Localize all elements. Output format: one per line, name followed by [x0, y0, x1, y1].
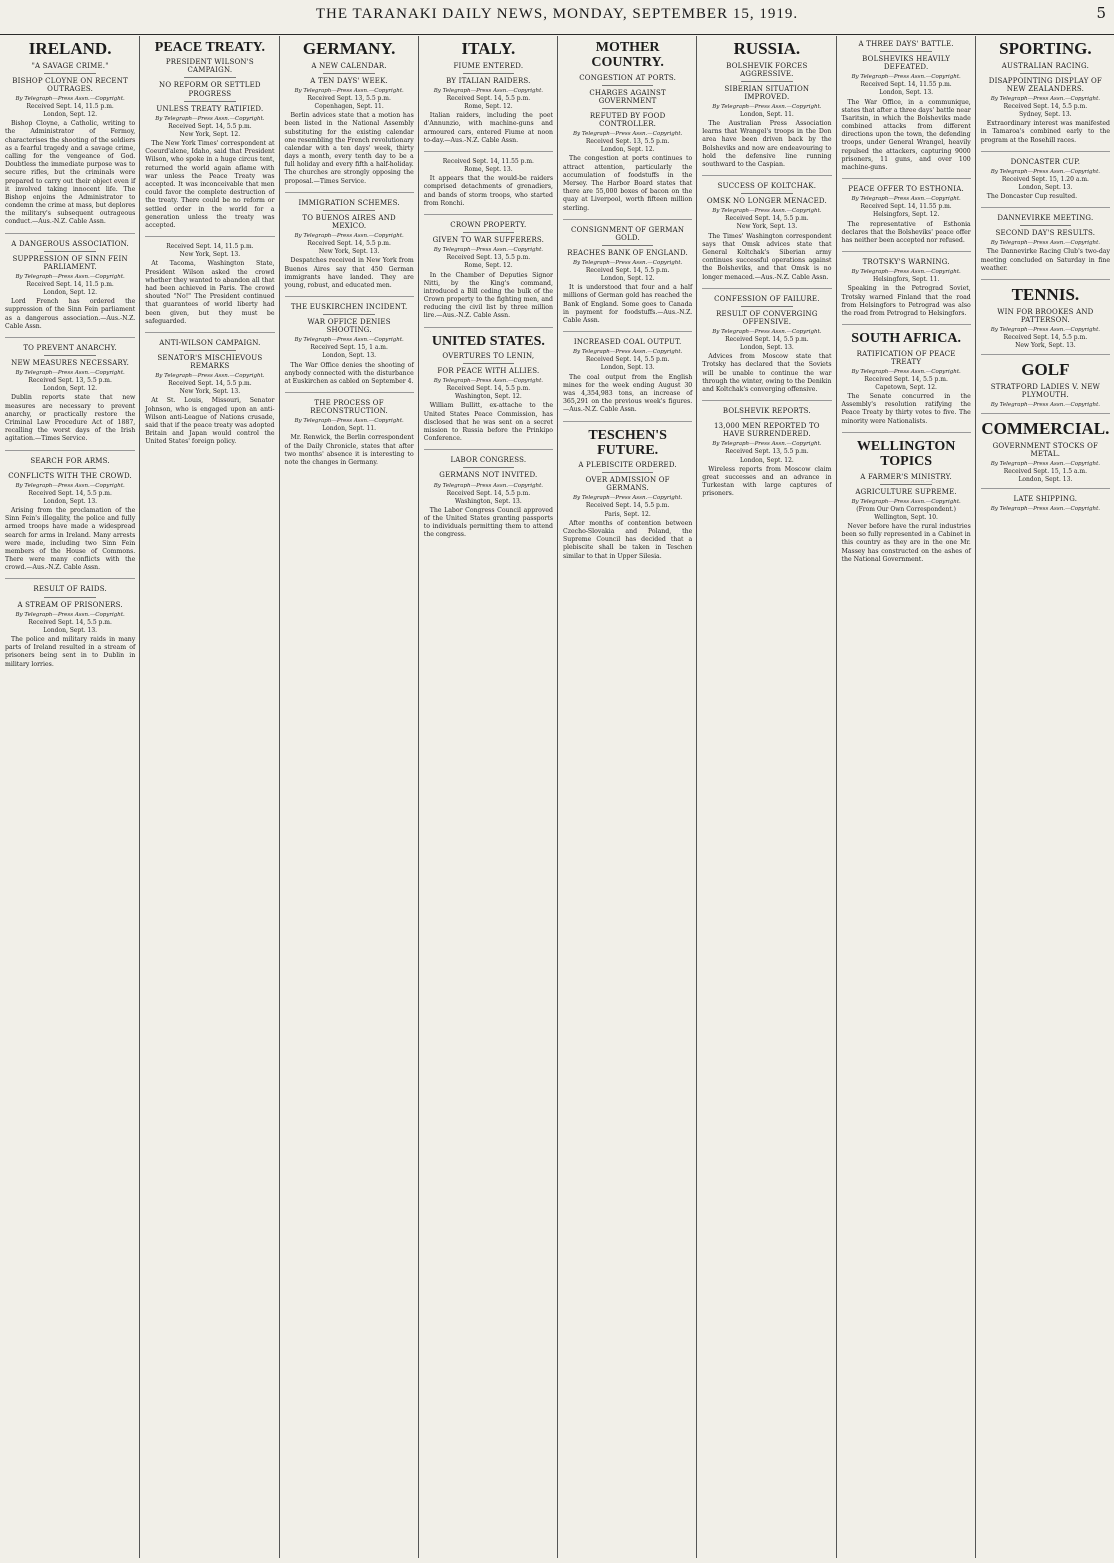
wire-source: By Telegraph—Press Assn.—Copyright.: [851, 269, 961, 276]
received-line: Received Sept. 14, 5.5 p.m.: [446, 94, 531, 102]
article-subhead: PEACE OFFER TO ESTHONIA.: [848, 185, 964, 194]
article-subhead: TROTSKY'S WARNING.: [862, 258, 950, 267]
received-line: Received Sept. 14, 11.5 p.m.: [26, 280, 114, 288]
article-body: The Australian Press Association learns that Wrangel's troops in the Don area have been driven back by the Bolsheviks and now are endeavouring to hold the defensive line running southward to the Caspian.: [702, 120, 832, 168]
article-subhead: A THREE DAYS' BATTLE.: [858, 40, 954, 48]
wire-source: By Telegraph—Press Assn.—Copyright.: [294, 87, 404, 94]
article-subhead: A PLEBISCITE ORDERED.: [578, 461, 677, 470]
article: [981, 286, 1110, 355]
article-subhead: BOLSHEVIK FORCES AGGRESSIVE.: [726, 61, 808, 78]
wire-source: By Telegraph—Press Assn.—Copyright.: [294, 337, 404, 344]
column-2: [139, 36, 278, 1558]
article-headline: MOTHER COUNTRY.: [591, 40, 664, 71]
received-line: Received Sept. 13, 5.5 p.m.: [725, 448, 809, 456]
received-line: Received Sept. 15, 1.20 a.m.: [1001, 175, 1089, 183]
article-subhead: A NEW CALENDAR.: [311, 61, 387, 70]
wire-source: By Telegraph—Press Assn.—Copyright.: [990, 506, 1101, 513]
article: [145, 339, 274, 453]
article-subhead: IMMIGRATION SCHEMES.: [298, 198, 400, 207]
article: [5, 40, 135, 234]
article-body: The coal output from the English mines for the week ending August 30 was 4,354,983 tons, an increase of 365,291 on the previous week's figures.—Aus.-N.Z. Cable Assn.: [563, 373, 693, 414]
article-subhead: AGRICULTURE SUPREME.: [855, 487, 957, 496]
article-subhead: NO REFORM OR SETTLED PROGRESS: [159, 81, 261, 98]
subhead-divider: [880, 484, 932, 485]
article-body: Bishop Cloyne, a Catholic, writing to the Administrator of Fermoy, characterises the shooting of the soldiers as a fearful tragedy and a savage crime, calling for the vengeance of God. Doubtless the immediate purpose was to secure rifles, but the criminals were prepared to carry out their object even if it involved taking innocent life. The Bishop enjoins the Administrator to condemn the crime at mass, but deplores the military's subsequent outrageous conduct.—Aus.-N.Z. Cable Assn.: [5, 120, 136, 226]
article-subhead: PRESIDENT WILSON'S CAMPAIGN.: [165, 58, 254, 75]
place-date: New York, Sept. 13.: [179, 388, 241, 396]
wire-source: By Telegraph—Press Assn.—Copyright.: [851, 368, 961, 375]
article-subhead: "A SAVAGE CRIME.": [31, 61, 109, 70]
article-subhead: SIBERIAN SITUATION IMPROVED.: [724, 84, 810, 101]
article-body: Extraordinary interest was manifested in Tamaroa's combined early to the program at the Rosehill races.: [980, 120, 1110, 144]
article: [842, 258, 971, 325]
article: [702, 407, 831, 504]
place-date: London, Sept. 12.: [43, 385, 98, 393]
wire-source: By Telegraph—Press Assn.—Copyright.: [712, 208, 822, 215]
article-subhead: CONSIGNMENT OF GERMAN GOLD.: [571, 225, 685, 242]
article-body: The police and military raids in many parts of Ireland resulted in a stream of prisoners being sent in to Dublin in military lorries.: [5, 635, 136, 668]
received-line: Received Sept. 14, 5.5 p.m.: [1003, 333, 1088, 341]
article-subhead: OVER ADMISSION OF GERMANS.: [585, 476, 670, 493]
place-date: New York, Sept. 13.: [736, 223, 798, 231]
article-body: Italian raiders, including the poet d'Annunzio, with machine-guns and armoured cars, entered Fiume at noon to-day.—Aus.-N.Z. Cable Assn.: [423, 112, 553, 144]
column-1: [0, 36, 139, 1558]
article-subhead: REACHES BANK OF ENGLAND.: [567, 248, 688, 257]
wire-source: By Telegraph—Press Assn.—Copyright.: [712, 103, 822, 110]
article-headline: SOUTH AFRICA.: [851, 331, 961, 347]
article-subhead: AUSTRALIAN RACING.: [1001, 61, 1090, 70]
place-date: London, Sept. 11.: [739, 110, 794, 118]
column-7: [836, 36, 975, 1558]
article: [563, 338, 692, 421]
article-subhead: A FARMER'S MINISTRY.: [860, 472, 952, 481]
article-body: Berlin advices state that a motion has been listed in the National Assembly substituting for the existing calendar one resembling the French revolutionary calendar with a ten days' week, thirty days a month, every tenth day to be a full holiday and every fifth a half-holiday. The churches are strongly opposing the proposal.—Times Service.: [284, 112, 414, 185]
article-body: Never before have the rural industries been so fully represented in a Cabinet in this country as they are in the one Mr. Massey has constructed on the ashes of the National Government.: [841, 523, 971, 563]
article: [702, 295, 831, 401]
place-date: London, Sept. 12.: [739, 456, 794, 464]
article-headline: TENNIS.: [1011, 285, 1080, 305]
article-body: The representative of Esthonia declares that the Bolsheviks' peace offer has neither been accepted nor refused.: [841, 220, 971, 244]
article: [702, 182, 831, 289]
place-date: Sydney, Sept. 13.: [1019, 111, 1072, 119]
place-date: Rome, Sept. 12.: [464, 262, 513, 270]
article-body: Wireless reports from Moscow claim great successes and an advance in Turkestan with large captures of prisoners.: [702, 465, 832, 498]
article-headline: WELLINGTON TOPICS: [856, 438, 956, 470]
article-body: At Tacoma, Washington State, President Wilson asked the crowd whether they wanted to abandon all that had been achieved in Paris. The crowd shouted "No!" The President continued that guarantees of world liberty had been given, but they must be safeguarded.: [145, 260, 275, 325]
article: [563, 226, 692, 332]
subhead-divider: [323, 314, 375, 315]
article: [702, 40, 831, 176]
column-8: [975, 36, 1114, 1558]
place-date: London, Sept. 12.: [600, 146, 655, 154]
article-subhead: OMSK NO LONGER MENACED.: [706, 197, 827, 206]
article-body: At St. Louis, Missouri, Senator Johnson, who is engaged upon an anti-Wilson anti-League of Nations crusade, said that if the peace treaty was adopted Britain and Japan would control the United States' foreign policy.: [145, 397, 275, 446]
wire-source: By Telegraph—Press Assn.—Copyright.: [155, 115, 265, 122]
article-subhead: NEW MEASURES NECESSARY.: [11, 358, 130, 367]
article: [424, 221, 553, 328]
article: [5, 585, 135, 674]
subhead-divider: [741, 193, 793, 194]
subhead-divider: [184, 77, 236, 78]
place-date: Copenhagen, Sept. 11.: [314, 102, 384, 110]
wire-source: By Telegraph—Press Assn.—Copyright.: [155, 373, 265, 380]
received-line: Received Sept. 14, 5.5 p.m.: [307, 239, 391, 247]
received-line: Received Sept. 14, 11.5 p.m.: [166, 243, 254, 251]
subhead-divider: [1020, 225, 1072, 226]
received-line: Received Sept. 14, 5.5 p.m.: [585, 266, 670, 274]
received-line: Received Sept. 14, 5.5 p.m.: [168, 380, 252, 388]
wire-source: By Telegraph—Press Assn.—Copyright.: [433, 482, 544, 489]
article-subhead: DONCASTER CUP.: [1010, 157, 1081, 166]
article-subhead: CONFESSION OF FAILURE.: [714, 294, 820, 303]
subhead-divider: [602, 472, 654, 473]
wire-source: By Telegraph—Press Assn.—Copyright.: [712, 328, 822, 335]
article-headline: UNITED STATES.: [431, 333, 545, 349]
place-date: New York, Sept. 13.: [318, 248, 380, 256]
received-line: Received Sept. 15, 1 a.m.: [310, 344, 388, 352]
article-headline: RUSSIA.: [733, 39, 801, 58]
article-subhead: ANTI-WILSON CAMPAIGN.: [159, 338, 261, 347]
place-date: Washington, Sept. 12.: [454, 393, 522, 401]
article: [285, 199, 414, 297]
article: [563, 428, 692, 567]
wire-source: By Telegraph—Press Assn.—Copyright.: [294, 418, 404, 425]
received-line: Received Sept. 13, 5.5 p.m.: [585, 138, 670, 146]
received-line: Received Sept. 14, 5.5 p.m.: [28, 489, 112, 497]
article-body: Arising from the proclamation of the Sinn Fein's illegality, the police and fully armed troops have made a widespread search for arms in Ireland. Many arrests were made, including two Sinn Fein members of the House of Commons. There were many conflicts with the crowd.—Aus.-N.Z. Cable Assn.: [5, 506, 136, 572]
article: [145, 243, 274, 333]
place-date: Capetown, Sept. 12.: [875, 383, 937, 391]
article-subhead: DISAPPOINTING DISPLAY OF NEW ZEALANDERS.: [988, 76, 1102, 93]
article-subhead: INCREASED COAL OUTPUT.: [573, 338, 682, 347]
subhead-divider: [184, 101, 236, 102]
article-body: Mr. Renwick, the Berlin correspondent of the Daily Chronicle, states that after two months' absence it is interesting to note the changes in Germany.: [284, 434, 414, 467]
wire-source: By Telegraph—Press Assn.—Copyright.: [294, 232, 404, 239]
subhead-divider: [602, 245, 654, 246]
article-subhead: BOLSHEVIK REPORTS.: [722, 407, 811, 416]
article-body: William Bullitt, ex-attache to the United States Peace Commission, has disclosed that he was sent on a secret mission to Russia before the Prinkipo Conference.: [423, 402, 553, 443]
subhead-divider: [602, 85, 654, 86]
place-date: Paris, Sept. 12.: [604, 510, 651, 518]
wire-source: By Telegraph—Press Assn.—Copyright.: [15, 273, 125, 280]
article: [424, 334, 553, 451]
article-body: Advices from Moscow state that Trotsky has declared that the Soviets will be unable to continue the war through the winter, owing to the Denikin and Koltchak's converging offensive.: [702, 353, 832, 394]
article-subhead: REFUTED BY FOOD CONTROLLER.: [589, 111, 666, 128]
article-headline: IRELAND.: [28, 39, 112, 58]
article-body: Lord French has ordered the suppression of the Sinn Fein parliament as a dangerous association.—Aus.-N.Z. Cable Assn.: [5, 298, 136, 330]
received-line: Received Sept. 14, 5.5 p.m.: [585, 356, 670, 364]
received-line: Received Sept. 13, 5.5 p.m.: [446, 254, 531, 262]
wire-source: By Telegraph—Press Assn.—Copyright.: [15, 370, 125, 376]
subhead-divider: [463, 363, 515, 364]
article-subhead: THE EUSKIRCHEN INCIDENT.: [290, 303, 408, 312]
wire-source: By Telegraph—Press Assn.—Copyright.: [15, 95, 125, 102]
place-date: Helsingfors, Sept. 12.: [872, 211, 940, 219]
article: [5, 344, 135, 451]
wire-source: By Telegraph—Press Assn.—Copyright.: [15, 482, 125, 489]
received-line: Received Sept. 14, 11.55 p.m.: [860, 81, 952, 89]
wire-source: By Telegraph—Press Assn.—Copyright.: [990, 460, 1101, 467]
subhead-divider: [463, 467, 515, 468]
article: [842, 439, 971, 570]
column-4: [418, 36, 557, 1558]
article-subhead: UNLESS TREATY RATIFIED.: [156, 104, 264, 113]
article-subhead: SECOND DAY'S RESULTS.: [995, 229, 1096, 238]
place-date: London, Sept. 12.: [43, 111, 98, 119]
article-subhead: A DANGEROUS ASSOCIATION.: [11, 239, 129, 248]
newspaper-title: THE TARANAKI DAILY NEWS, MONDAY, SEPTEMBER 15, 1919.: [315, 6, 799, 22]
article: [842, 40, 971, 179]
wire-source: By Telegraph—Press Assn.—Copyright.: [572, 495, 683, 502]
article-subhead: RESULT OF RAIDS.: [33, 585, 107, 594]
received-line: Received Sept. 14, 5.5 p.m.: [28, 618, 112, 626]
subhead-divider: [741, 81, 793, 82]
received-line: Received Sept. 14, 5.5 p.m.: [168, 122, 252, 130]
received-line: Received Sept. 14, 5.5 p.m.: [446, 385, 531, 393]
wire-source: By Telegraph—Press Assn.—Copyright.: [990, 95, 1101, 102]
article-subhead: WAR OFFICE DENIES SHOOTING.: [307, 318, 391, 335]
article: [5, 457, 135, 580]
article-subhead: RATIFICATION OF PEACE TREATY: [856, 349, 956, 366]
article-subhead: TO PREVENT ANARCHY.: [23, 343, 117, 352]
place-date: Helsingfors, Sept. 11.: [872, 276, 940, 284]
received-line: Received Sept. 14, 5.5 p.m.: [725, 215, 809, 223]
received-line: Received Sept. 14, 5.5 p.m.: [585, 502, 670, 510]
article-body: It appears that the would-be raiders comprised detachments of grenadiers, and bands of storm troops, who started from Ronchi.: [423, 175, 553, 207]
article-subhead: CHARGES AGAINST GOVERNMENT: [589, 88, 666, 105]
article-subhead: CONGESTION AT PORTS.: [579, 73, 677, 82]
wire-source: By Telegraph—Press Assn.—Copyright.: [990, 168, 1101, 175]
place-date: London, Sept. 13.: [879, 89, 934, 97]
article-subhead: CROWN PROPERTY.: [450, 221, 527, 230]
article-headline: ITALY.: [461, 39, 516, 58]
subhead-divider: [741, 306, 793, 307]
article: [285, 303, 414, 393]
subhead-divider: [602, 108, 654, 109]
article-subhead: BY ITALIAN RAIDERS.: [446, 76, 531, 85]
article-body: It is understood that four and a half millions of German gold has reached the Bank of England. Some goes to Canada in payment for foodstuffs.—Aus.-N.Z. Cable Assn.: [563, 284, 693, 324]
article: [285, 399, 414, 473]
received-line: Received Sept. 14, 5.5 p.m.: [864, 375, 948, 383]
column-3: [279, 36, 418, 1558]
wire-source: By Telegraph—Press Assn.—Copyright.: [433, 247, 544, 254]
received-line: Received Sept. 13, 5.5 p.m.: [28, 377, 112, 384]
subhead-divider: [463, 73, 515, 74]
place-date: London, Sept. 13.: [600, 364, 655, 372]
article: [145, 40, 274, 237]
article-headline: GERMANY.: [302, 39, 396, 58]
place-date: London, Sept. 13.: [1018, 184, 1073, 191]
article-subhead: GOVERNMENT STOCKS OF METAL.: [992, 441, 1099, 458]
wire-source: By Telegraph—Press Assn.—Copyright.: [851, 196, 961, 203]
article-headline: SPORTING.: [999, 39, 1092, 58]
column-5: [557, 36, 696, 1558]
wire-source: By Telegraph—Press Assn.—Copyright.: [15, 611, 125, 618]
article-subhead: BISHOP CLOYNE ON RECENT OUTRAGES.: [12, 76, 128, 93]
article-body: The Dannevirke Racing Club's two-day meeting concluded on Saturday in fine weather.: [980, 248, 1110, 272]
place-date: London, Sept. 12.: [43, 288, 98, 296]
article-subhead: SUCCESS OF KOLTCHAK.: [717, 182, 817, 191]
article: [563, 40, 692, 220]
subhead-divider: [463, 232, 515, 233]
article-headline: TESCHEN'S FUTURE.: [588, 427, 667, 458]
place-date: London, Sept. 13.: [1018, 475, 1073, 483]
place-date: London, Sept. 13.: [43, 626, 98, 634]
wire-source: By Telegraph—Press Assn.—Copyright.: [572, 131, 683, 138]
wire-source: By Telegraph—Press Assn.—Copyright.: [851, 74, 961, 81]
wire-source: By Telegraph—Press Assn.—Copyright.: [990, 326, 1101, 333]
place-date: Washington, Sept. 13.: [454, 497, 522, 505]
article: [981, 214, 1110, 280]
place-date: London, Sept. 11.: [322, 425, 377, 433]
received-line: Received Sept. 14, 11.55 p.m.: [860, 203, 952, 211]
column-6: [696, 36, 835, 1558]
subhead-divider: [184, 350, 236, 351]
place-date: Rome, Sept. 13.: [464, 166, 513, 174]
article: [424, 40, 553, 152]
article-subhead: SENATOR'S MISCHIEVOUS REMARKS: [157, 353, 263, 371]
article-body: The New York Times' correspondent at Coeurd'alene, Idaho, said that President Wilson, who spoke in a huge circus tent, returned the world again aflame with war unless the Peace Treaty was accepted. It was inconceivable that men could favor the complete destruction of the treaty. There could be no reform or settled order in the world for a generation unless the treaty was accepted.: [145, 140, 275, 229]
article-body: The War Office, in a communique, states that after a three days' battle near Tsaritsin, in which the Bolsheviks made combined attacks from different directions upon the town, the defending troops, under General Wrangel, heavily repulsed the attackers, capturing 9000 prisoners, 11 guns, and over 100 machine-guns.: [841, 98, 971, 172]
received-line: Received Sept. 13, 5.5 p.m.: [307, 94, 391, 102]
article-subhead: LABOR CONGRESS.: [450, 456, 527, 465]
article-body: The Senate concurred in the Assembly's resolution ratifying the Peace Treaty by thirty votes to five. The minority were Nationalists.: [841, 393, 971, 425]
article-subhead: WIN FOR BROOKES AND PATTERSON.: [997, 307, 1094, 324]
subhead-divider: [44, 597, 96, 598]
article-body: Speaking in the Petrograd Soviet, Trotsky warned Finland that the road from Helsingfors to Petrograd was also the road from Petrograd to Helsingfors.: [841, 285, 971, 317]
article-headline: COMMERCIAL.: [981, 418, 1110, 438]
page-number: 5: [1096, 4, 1106, 22]
place-date: London, Sept. 12.: [600, 275, 655, 283]
article-body: The Labor Congress Council approved of the United States granting passports to individuals permitting them to attend the congress.: [423, 506, 553, 539]
article-body: Despatches received in New York from Buenos Aires say that 450 German immigrants have landed. They are young, robust, and educated men.: [284, 257, 414, 289]
subhead-divider: [44, 73, 96, 74]
place-date: Wellington, Sept. 10.: [874, 513, 938, 521]
received-line: Received Sept. 14, 11.55 p.m.: [442, 157, 534, 165]
place-date: London, Sept. 13.: [739, 344, 794, 352]
article-subhead: SEARCH FOR ARMS.: [30, 456, 110, 465]
article: [981, 40, 1110, 152]
article-body: The War Office denies the shooting of anybody connected with the disturbance at Euskirchen as cabled on September 4.: [284, 361, 414, 385]
article: [981, 158, 1110, 209]
article-body: The Doncaster Cup resulted.: [986, 193, 1078, 201]
received-line: Received Sept. 14, 5.5 p.m.: [725, 335, 809, 343]
article-subhead: BOLSHEVIKS HEAVILY DEFEATED.: [862, 55, 951, 72]
received-line: Received Sept. 14, 11.5 p.m.: [26, 102, 114, 110]
place-date: London, Sept. 13.: [322, 352, 377, 360]
article: [981, 495, 1110, 517]
place-date: Rome, Sept. 12.: [464, 102, 513, 110]
article-subhead: STRATFORD LADIES V. NEW PLYMOUTH.: [990, 382, 1101, 399]
wire-source: By Telegraph—Press Assn.—Copyright.: [851, 498, 961, 505]
article-subhead: A TEN DAYS' WEEK.: [310, 76, 388, 85]
article: [842, 331, 971, 433]
article: [5, 240, 135, 338]
place-date: New York, Sept. 13.: [179, 251, 241, 259]
wire-source: By Telegraph—Press Assn.—Copyright.: [990, 401, 1101, 408]
article-body: After months of contention between Czecho-Slovakia and Poland, the Supreme Council has decided that a plebiscite shall be taken in Teschen similar to that in Upper Silesia.: [563, 519, 693, 560]
wire-source: By Telegraph—Press Assn.—Copyright.: [990, 240, 1101, 247]
article-subhead: CONFLICTS WITH THE CROWD.: [8, 471, 132, 480]
article-subhead: GERMANS NOT INVITED.: [439, 471, 538, 480]
wire-source: By Telegraph—Press Assn.—Copyright.: [572, 349, 683, 356]
article-subhead: GIVEN TO WAR SUFFERERS.: [432, 236, 545, 245]
news-columns: [0, 36, 1114, 1558]
subhead-divider: [1020, 73, 1072, 74]
article: [285, 40, 414, 193]
article-body: Dublin reports state that new measures are necessary to prevent anarchy, or practically restore the Criminal Law Procedure Act of 1887, recalling the worst days of the Irish agitation.—Times Service.: [5, 394, 136, 443]
subhead-divider: [44, 251, 96, 252]
article-subhead: TO BUENOS AIRES AND MEXICO.: [302, 213, 396, 230]
article-subhead: THE PROCESS OF RECONSTRUCTION.: [310, 399, 388, 416]
subhead-divider: [880, 51, 932, 52]
article: [424, 158, 553, 215]
subhead-divider: [44, 355, 96, 356]
received-line: Received Sept. 14, 5.5 p.m.: [1003, 102, 1088, 110]
article-subhead: RESULT OF CONVERGING OFFENSIVE.: [716, 309, 818, 326]
article-subhead: 13,000 MEN REPORTED TO HAVE SURRENDERED.: [714, 422, 820, 439]
subhead-divider: [741, 418, 793, 419]
article-subhead: A STREAM OF PRISONERS.: [17, 600, 123, 609]
wire-source: By Telegraph—Press Assn.—Copyright.: [572, 259, 683, 266]
place-date: New York, Sept. 13.: [1015, 342, 1076, 349]
article: [981, 420, 1110, 489]
article-subhead: OVERTURES TO LENIN,: [442, 352, 535, 361]
article-subhead: DANNEVIRKE MEETING.: [997, 214, 1094, 223]
article-body: The congestion at ports continues to attract attention, particularly the accumulation of foodstuffs in the Mersey. The Harbor Board states that there are 55,000 boxes of bacon on the quay at Liverpool, worth fifteen million sterling.: [563, 155, 693, 212]
article-headline: GOLF: [1021, 360, 1070, 380]
masthead: [0, 0, 1114, 35]
wire-source: By Telegraph—Press Assn.—Copyright.: [712, 441, 822, 448]
article-subhead: FIUME ENTERED.: [453, 61, 524, 70]
received-line: Received Sept. 15, 1.5 a.m.: [1003, 467, 1088, 475]
article: [424, 456, 553, 545]
article-subhead: SUPPRESSION OF SINN FEIN PARLIAMENT.: [12, 254, 128, 271]
article-body: The Times' Washington correspondent says that Omsk advices state that General Koltchak's Siberian army continues successful operations against the Bolsheviks, and that Omsk is no longer menaced.—Aus.-N.Z. Cable Assn.: [702, 232, 832, 281]
received-line: (From Our Own Correspondent.): [856, 505, 957, 513]
place-date: New York, Sept. 12.: [179, 130, 241, 138]
article-subhead: FOR PEACE WITH ALLIES.: [437, 367, 540, 376]
wire-source: By Telegraph—Press Assn.—Copyright.: [433, 87, 544, 94]
article: [981, 361, 1110, 414]
article: [842, 185, 971, 252]
subhead-divider: [44, 468, 96, 469]
wire-source: By Telegraph—Press Assn.—Copyright.: [433, 378, 544, 385]
place-date: London, Sept. 13.: [43, 497, 98, 505]
subhead-divider: [323, 73, 375, 74]
received-line: Received Sept. 14, 5.5 p.m.: [446, 489, 531, 497]
article-body: In the Chamber of Deputies Signor Nitti, by the King's command, introduced a Bill ceding the bulk of the Crown property to the fighting men, and reducing the civil list by three million lire.—Aus.-N.Z. Cable Assn.: [423, 271, 553, 320]
subhead-divider: [323, 210, 375, 211]
article-subhead: LATE SHIPPING.: [1013, 495, 1078, 504]
article-headline: PEACE TREATY.: [154, 40, 265, 55]
